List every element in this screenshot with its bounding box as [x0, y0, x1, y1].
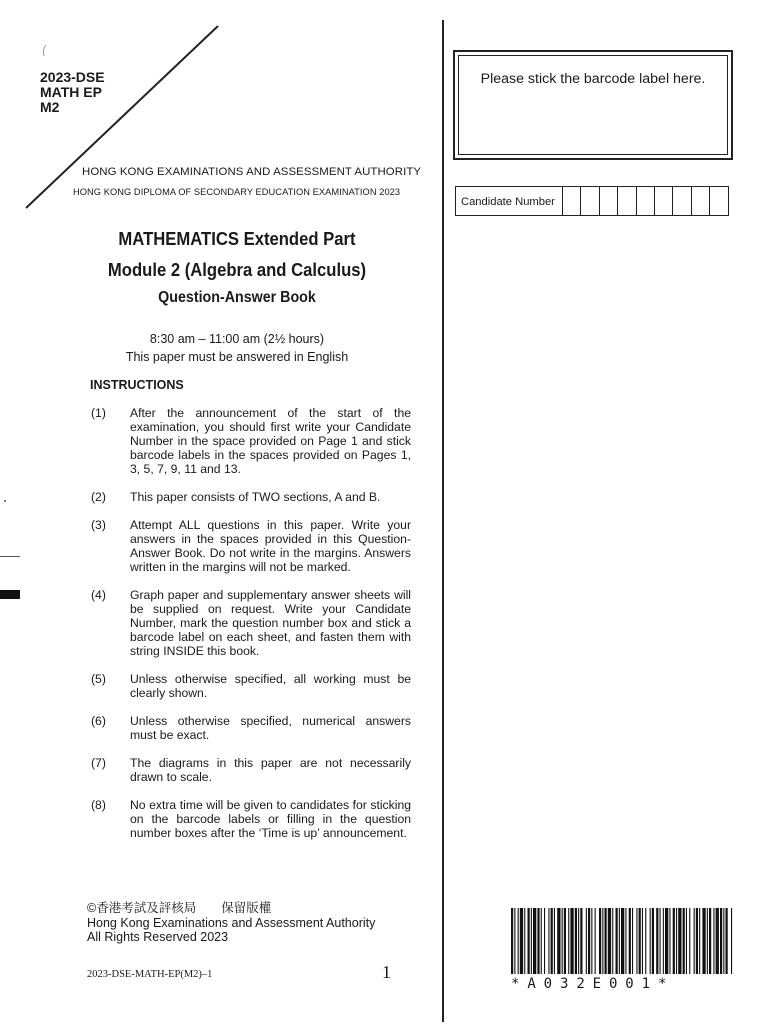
barcode-bar: [541, 908, 542, 974]
instruction-text: Graph paper and supplementary answer sheets will be supplied on request. Write your Candidate Number, mark the question number box and stick a barcode label on each sheet, and fasten them with string INSIDE this book.: [130, 588, 411, 658]
copyright-line: Hong Kong Examinations and Assessment Authority: [87, 915, 376, 930]
candidate-number-cell[interactable]: [710, 186, 728, 216]
barcode-text: *A032E001*: [511, 976, 675, 992]
module-title: Module 2 (Algebra and Calculus): [107, 259, 367, 280]
barcode-bar: [652, 908, 654, 974]
instruction-text: After the announcement of the start of the examination, you should first write your Candidate Number in the space provided on Page 1 and stick barcode labels in the spaces provided on Pages 1, 3, 5, 7, 9, 11 and 13.: [130, 406, 411, 476]
barcode-bar: [656, 908, 658, 974]
instruction-number: (4): [91, 588, 106, 602]
barcode-bar: [686, 908, 687, 974]
barcode-bar: [694, 908, 695, 974]
barcode-bar: [520, 908, 523, 974]
barcode-bar: [619, 908, 620, 974]
candidate-number-cell[interactable]: [563, 186, 581, 216]
copyright-line: All Rights Reserved 2023: [87, 930, 229, 944]
barcode-bar: [663, 908, 664, 974]
margin-mark: [0, 556, 20, 557]
barcode-prompt: Please stick the barcode label here.: [480, 71, 706, 87]
barcode-bar: [599, 908, 601, 974]
barcode-bar: [669, 908, 670, 974]
barcode-bar: [524, 908, 525, 974]
instruction-text: Unless otherwise specified, numerical answers must be exact.: [130, 714, 411, 742]
barcode-bar: [568, 908, 569, 974]
barcode-image: [511, 908, 733, 974]
barcode-bar: [709, 908, 711, 974]
barcode-bar: [531, 908, 532, 974]
barcode-bar: [533, 908, 536, 974]
book-title: Question-Answer Book: [158, 289, 316, 306]
barcode-bar: [578, 908, 579, 974]
barcode-bar: [636, 908, 637, 974]
candidate-number-cell[interactable]: [600, 186, 618, 216]
footer-paper-code: 2023-DSE-MATH-EP(M2)–1: [87, 969, 213, 980]
paper-code-line: M2: [40, 99, 60, 115]
instruction-number: (3): [91, 518, 106, 532]
barcode-bar: [562, 908, 563, 974]
barcode-bar: [595, 908, 596, 974]
barcode-bar: [665, 908, 668, 974]
barcode-bar: [588, 908, 590, 974]
barcode-bar: [723, 908, 724, 974]
barcode-bar: [511, 908, 513, 974]
authority-name: HONG KONG EXAMINATIONS AND ASSESSMENT AUTHORITY: [82, 166, 422, 178]
barcode-bar: [673, 908, 675, 974]
exam-time: 8:30 am – 11:00 am (2½ hours): [149, 332, 325, 346]
candidate-number-cell[interactable]: [692, 186, 710, 216]
subject-title: MATHEMATICS Extended Part: [118, 228, 356, 249]
barcode-bar: [639, 908, 641, 974]
instruction-text: The diagrams in this paper are not necessarily drawn to scale.: [130, 756, 411, 784]
barcode-bar: [731, 908, 732, 974]
barcode-bar: [645, 908, 646, 974]
barcode-bar: [629, 908, 631, 974]
copyright-line: ©香港考試及評核局 保留版權: [87, 901, 272, 915]
barcode-bar: [580, 908, 582, 974]
instruction-text: This paper consists of TWO sections, A and B.: [130, 490, 381, 504]
barcode-bar: [621, 908, 624, 974]
barcode-bar: [612, 908, 613, 974]
barcode-bar: [625, 908, 626, 974]
barcode-bar: [528, 908, 530, 974]
instruction-number: (1): [91, 406, 106, 420]
barcode-bar: [608, 908, 611, 974]
barcode-bar: [564, 908, 566, 974]
barcode-bar: [554, 908, 555, 974]
barcode-bar: [707, 908, 708, 974]
candidate-number-label: Candidate Number: [455, 186, 563, 216]
candidate-number-cell[interactable]: [655, 186, 673, 216]
margin-mark: [4, 500, 6, 502]
barcode-bar: [660, 908, 661, 974]
exam-name: HONG KONG DIPLOMA OF SECONDARY EDUCATION EXAMINATION 2023: [73, 187, 401, 197]
barcode-bar: [713, 908, 714, 974]
instruction-number: (6): [91, 714, 106, 728]
barcode-bar: [591, 908, 592, 974]
barcode-bar: [632, 908, 633, 974]
barcode-bar: [676, 908, 677, 974]
barcode-bar: [514, 908, 515, 974]
instruction-text: No extra time will be given to candidates for sticking on the barcode labels or filling in the question number boxes after the ‘Time is up’ announcement.: [130, 798, 411, 840]
barcode-bar: [678, 908, 681, 974]
instructions-heading: INSTRUCTIONS: [90, 378, 184, 392]
barcode-bar: [548, 908, 549, 974]
page-number: 1: [382, 962, 391, 982]
instruction-number: (5): [91, 672, 106, 686]
barcode-bar: [689, 908, 690, 974]
barcode-bar: [716, 908, 719, 974]
barcode-bar: [683, 908, 685, 974]
barcode-bar: [699, 908, 700, 974]
barcode-bar: [544, 908, 545, 974]
instruction-number: (7): [91, 756, 106, 770]
barcode-bar: [696, 908, 698, 974]
candidate-number-cell[interactable]: [637, 186, 655, 216]
barcode-bar: [570, 908, 573, 974]
barcode-bar: [518, 908, 519, 974]
candidate-number-field: [455, 186, 729, 218]
barcode-bar: [616, 908, 618, 974]
barcode-bar: [557, 908, 560, 974]
barcode-label-inner-border: [458, 55, 728, 155]
paper-code: [40, 70, 105, 115]
barcode-bar: [537, 908, 539, 974]
barcode-bar: [575, 908, 577, 974]
page-divider: [442, 20, 444, 1022]
barcode-bar: [650, 908, 651, 974]
barcode-bar: [602, 908, 603, 974]
barcode-bar: [726, 908, 728, 974]
instruction-number: (2): [91, 490, 106, 504]
barcode-bar: [605, 908, 607, 974]
barcode-bar: [720, 908, 722, 974]
copyright-notice: [87, 901, 375, 945]
barcode-label-box: [453, 50, 733, 160]
candidate-number-cell[interactable]: [673, 186, 691, 216]
paper-code-line: MATH EP: [40, 84, 102, 100]
margin-mark: [0, 590, 20, 599]
instruction-number: (8): [91, 798, 106, 812]
candidate-number-cell[interactable]: [618, 186, 636, 216]
barcode-bar: [642, 908, 643, 974]
barcode-bar: [702, 908, 705, 974]
candidate-number-cell[interactable]: [581, 186, 599, 216]
instruction-text: Attempt ALL questions in this paper. Write your answers in the spaces provided in this Question-Answer Book. Do not write in the margins. Answers written in the margins will not be marked.: [130, 518, 411, 574]
instruction-text: Unless otherwise specified, all working must be clearly shown.: [130, 672, 411, 700]
barcode-bar: [586, 908, 587, 974]
language-note: This paper must be answered in English: [125, 350, 349, 364]
barcode-bar: [551, 908, 553, 974]
paper-code-line: 2023-DSE: [40, 69, 105, 85]
